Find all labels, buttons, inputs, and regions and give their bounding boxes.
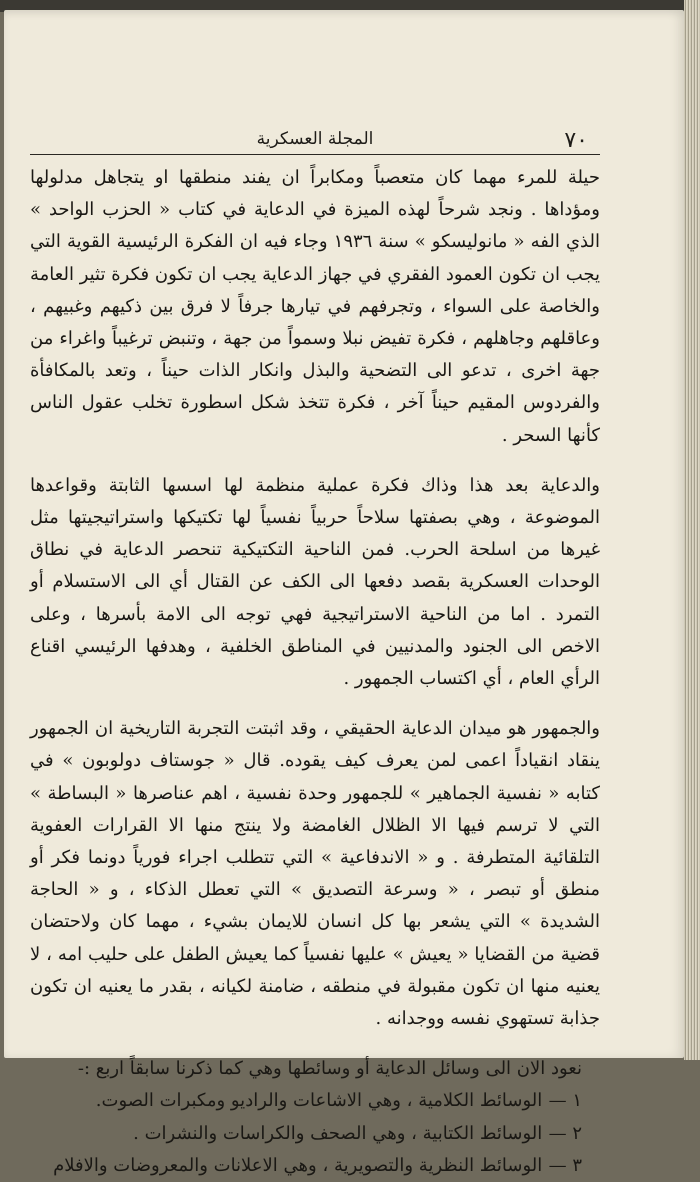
running-header <box>30 128 600 152</box>
list-item-text: الوسائط النظرية والتصويرية ، وهي الاعلانات والمعروضات والافلام <box>53 1154 543 1176</box>
list-item <box>30 1150 600 1182</box>
list-item-number: ١ — <box>548 1090 582 1112</box>
header-rule <box>30 154 600 155</box>
paragraph-spacer <box>30 695 600 713</box>
paragraph-3: والجمهور هو ميدان الدعاية الحقيقي ، وقد اثبتت التجربة التاريخية ان الجمهور ينقاد انقياداً اعمى لمن يعرف كيف يقوده. قال « جوستاف دولوبون » في كتابه « نفسية الجماهير » للجمهور وحدة نفسية ، اهم عناصرها « البساطة » التي لا ترسم فيها الا الظلال الغامضة ولا ينتج منها الا القرارات العفوية التلقائية المتطرفة . و « الاندفاعية » التي تتطلب اجراء فورياً دونما فكر أو منطق أو تبصر ، « وسرعة التصديق » التي تعطل الذكاء ، و « الحاجة الشديدة » التي يشعر بها كل انسان للايمان بشيء ، مهما كان ولاحتضان قضية من القضايا « يعيش » عليها نفسياً كما يعيش الطفل على حليب امه ، لا يعنيه منها ان تكون مقبولة في منطقه ، ضامنة لكيانه ، بقدر ما يعنيه ان تكون جذابة تستهوي نفسه ووجدانه . <box>30 718 600 1030</box>
list-item <box>30 1118 600 1150</box>
journal-title: المجلة العسكرية <box>256 129 374 149</box>
paragraph-spacer <box>30 452 600 470</box>
paragraph-2: والدعاية بعد هذا وذاك فكرة عملية منظمة لها اسسها الثابتة وقواعدها الموضوعة ، وهي بصفتها سلاحاً حربياً نفسياً لها تكتيكها واستراتيجيتها مثل غيرها من اسلحة الحرب. فمن الناحية التكتيكية تنحصر الدعاية في نطاق الوحدات العسكرية بقصد دفعها الى الكف عن القتال أي الى الاستسلام أو التمرد . اما من الناحية الاستراتيجية فهي توجه الى الامة بأسرها ، وعلى الاخص الى الجنود والمدنيين في المناطق الخلفية ، وهدفها الرئيسي اقناع الرأي العام ، أي اكتساب الجمهور . <box>30 474 600 690</box>
page-number: ٧٠ <box>564 128 588 153</box>
list-item <box>30 1085 600 1117</box>
paragraph-1: حيلة للمرء مهما كان متعصباً ومكابراً ان يفند منطقها او يتجاهل مدلولها ومؤداها . ونجد شرحاً لهذه الميزة في الدعاية في كتاب « الحزب الواحد » الذي الفه « مانوليسكو » سنة ١٩٣٦ وجاء فيه ان الفكرة الرئيسية القوية التي يجب ان تكون العمود الفقري في جهاز الدعاية يجب ان تكون فكرة تثير العامة والخاصة على السواء ، وتجرفهم في تيارها جرفاً لا فرق بين ذكيهم وغبيهم ، وعاقلهم وجاهلهم ، فكرة تفيض نبلا وسمواً من جهة ، وتنبض ترغيباً واغراء من جهة اخرى ، تدعو الى التضحية والبذل وانكار الذات حيناً ، وتعد بالمكافأة والفردوس المقيم حيناً آخر ، فكرة تتخذ شكل اسطورة تخلب عقول الناس كأنها السحر . <box>30 167 600 446</box>
list-intro: نعود الان الى وسائل الدعاية أو وسائطها وهي كما ذكرنا سابقاً اربع :- <box>77 1058 582 1080</box>
list-item-number: ٢ — <box>548 1122 582 1144</box>
book-page-edges <box>684 0 700 1060</box>
paragraph-spacer <box>30 1035 600 1053</box>
list-item-number: ٣ — <box>548 1154 582 1176</box>
list-item-text: الوسائط الكتابية ، وهي الصحف والكراسات والنشرات . <box>133 1122 543 1144</box>
list-item-text: الوسائط الكلامية ، وهي الاشاعات والراديو ومكبرات الصوت. <box>95 1090 543 1112</box>
article-body <box>30 162 600 1182</box>
